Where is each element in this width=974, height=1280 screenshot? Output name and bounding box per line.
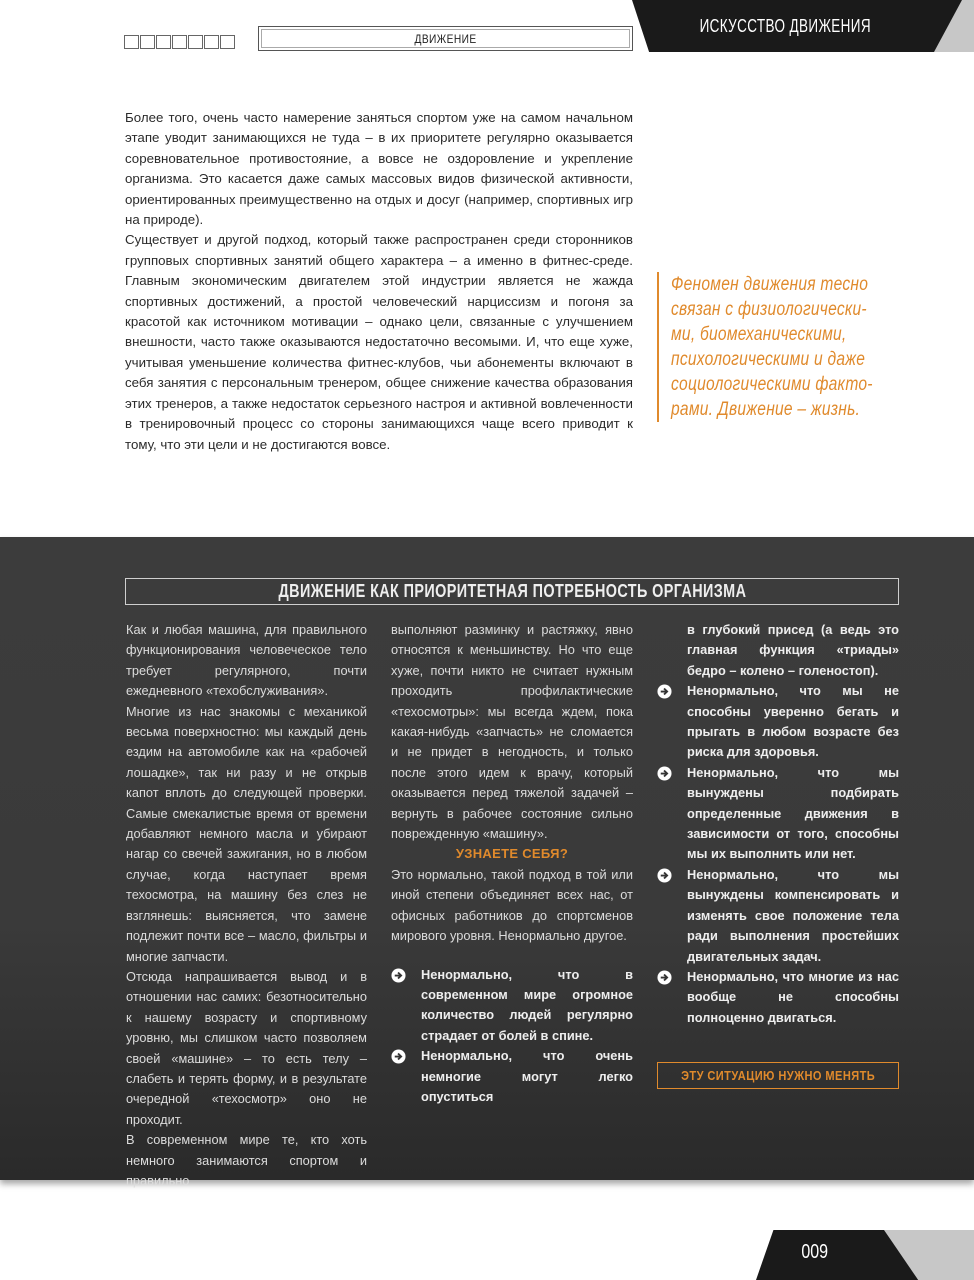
bullet-text: Ненормально, что в современном мире огромное количество людей регулярно страдает от болей в спине. xyxy=(421,966,633,1043)
square-decor xyxy=(156,35,171,49)
arrow-right-circle-icon xyxy=(657,967,687,1028)
feature-paragraph: Это нормально, такой подход в той или иной степени объединяет всех нас, от офисных работников до спортсменов мирового уровня. Ненормально другое. xyxy=(391,866,633,944)
section-label-text: ДВИЖЕНИЕ xyxy=(414,31,477,46)
cta-text: ЭТУ СИТУАЦИЮ НУЖНО МЕНЯТЬ xyxy=(680,1068,876,1083)
quote-line: рами. Движение – жизнь. xyxy=(671,399,861,420)
page-number-text: 009 xyxy=(801,1241,829,1263)
arrow-right-circle-icon xyxy=(391,1046,421,1107)
intro-text xyxy=(125,108,633,455)
quote-line: Феномен движения тесно xyxy=(671,274,869,295)
bullet-text: Ненормально, что мы вынуждены подбирать определенные движения в зависимости от того, способны мы их выполнить или нет. xyxy=(687,764,899,862)
magazine-title xyxy=(670,16,900,37)
cta-box xyxy=(657,1062,899,1089)
intro-paragraph: Существует и другой подход, который также распространен среди сторонников групповых спортивных занятий общего характера – а именно в фитнес-среде. Главным экономическим двигателем этой индустрии является не жажда спортивных достижений, а простой человеческий нарциссизм и погоня за красотой как источником мотивации – однако цели, связанные с улучшением внешности, часто также оказываются недостаточно весомыми. И, что еще хуже, учитывая уменьшение количества фитнес-клубов, чьи абонементы включают в себя занятия с персональным тренером, общее снижение качества образования этих тренеров, а также недостаток серьезного настроя и активной вовлеченности в тренировочный процесс со стороны занимающихся чаще всего приводит к тому, что эти цели и не достигаются вовсе. xyxy=(125,232,633,452)
square-decor xyxy=(140,35,155,49)
square-decor xyxy=(204,35,219,49)
page-number xyxy=(780,1241,850,1264)
feature-paragraph: Отсюда напрашивается вывод и в отношении нас самих: безотносительно к нашему возрасту и спортивному уровню, мы слишком часто позволяем своей «машине» – то есть телу – слабеть и терять форму, и в результате очередной «техосмотр» оно не проходит. xyxy=(126,968,367,1127)
quote-line: ми, биомеханическими, xyxy=(671,324,847,345)
intro-paragraph: Более того, очень часто намерение заняться спортом уже на самом начальном этапе уводит занимающихся не туда – в их приоритете регулярно оказывается соревновательное противостояние, а вовсе не оздоровление и укрепление организма. Это касается даже самых массовых видов физической активности, ориентированных преимущественно на отдых и досуг (например, спортивных игр на природе). xyxy=(125,110,633,228)
feature-title xyxy=(125,578,899,605)
feature-paragraph: В современном мире те, кто хоть немного занимаются спортом и правильно xyxy=(126,1132,367,1188)
arrow-right-circle-icon xyxy=(657,681,687,763)
bullet-item xyxy=(657,763,899,865)
section-label xyxy=(258,26,633,51)
bullet-item xyxy=(391,1046,633,1107)
feature-column-3 xyxy=(657,620,899,1028)
header-squares xyxy=(124,35,235,49)
square-decor xyxy=(220,35,235,49)
pull-quote xyxy=(657,272,907,422)
square-decor xyxy=(124,35,139,49)
bullet-item xyxy=(391,965,633,1047)
magazine-title-text: ИСКУССТВО ДВИЖЕНИЯ xyxy=(699,16,871,36)
feature-title-text: ДВИЖЕНИЕ КАК ПРИОРИТЕТНАЯ ПОТРЕБНОСТЬ ОРГАНИЗМА xyxy=(278,581,746,601)
feature-paragraph: Как и любая машина, для правильного функционирования человеческое тело требует регулярного, почти ежедневного «техобслуживания». xyxy=(126,622,367,699)
bullet-item xyxy=(657,681,899,763)
bullet-text: Ненормально, что очень немногие могут легко опуститься xyxy=(421,1048,633,1104)
square-decor xyxy=(188,35,203,49)
bullet-text: Ненормально, что многие из нас вообще не способны полноценно двигаться. xyxy=(687,968,899,1025)
feature-paragraph: Многие из нас знакомы с механикой весьма поверхностно: мы каждый день ездим на автомобиле как на «рабочей лошадке», так ни разу и не открыв капот вплоть до следующей проверки. Самые смекалистые время от времени добавляют немного масла и убирают нагар со свечей зажигания, но в любом случае, когда наступает время техосмотра, на машину без слез не взглянешь: выясняется, что замене подлежит почти все – масло, фильтры и многие запчасти. xyxy=(126,703,367,964)
feature-paragraph: выполняют разминку и растяжку, явно относятся к меньшинству. Но что еще хуже, почти никто не считает нужным проходить профилактические «техосмотры»: мы всегда ждем, пока какая-нибудь «запчасть» не сломается и не придет в негодность, и только после этого идем к врачу, который оказывается перед тяжелой задачей – вернуть в рабочее состояние сильно поврежденную «машину». xyxy=(391,622,633,842)
feature-column-1 xyxy=(126,620,367,1191)
bullet-item xyxy=(657,967,899,1028)
quote-line: психологическими и даже xyxy=(671,349,866,370)
bullet-text: Ненормально, что мы не способны уверенно бегать и прыгать в любом возрасте без риска для здоровья. xyxy=(687,683,899,760)
quote-line: социологическими факто- xyxy=(671,374,873,395)
square-decor xyxy=(172,35,187,49)
bullet-text: Ненормально, что мы вынуждены компенсировать и изменять свое положение тела ради выполнения простейших двигательных задач. xyxy=(687,866,899,964)
arrow-right-circle-icon xyxy=(657,763,687,865)
bullet-continuation: в глубокий присед (а ведь это главная функция «триады» бедро – колено – голеностоп). xyxy=(687,622,899,678)
subhead: УЗНАЕТЕ СЕБЯ? xyxy=(455,846,569,862)
arrow-right-circle-icon xyxy=(657,865,687,967)
quote-line: связан с физиологически- xyxy=(671,299,867,320)
arrow-right-circle-icon xyxy=(391,965,421,1047)
feature-column-2 xyxy=(391,620,633,1107)
bullet-item xyxy=(657,865,899,967)
